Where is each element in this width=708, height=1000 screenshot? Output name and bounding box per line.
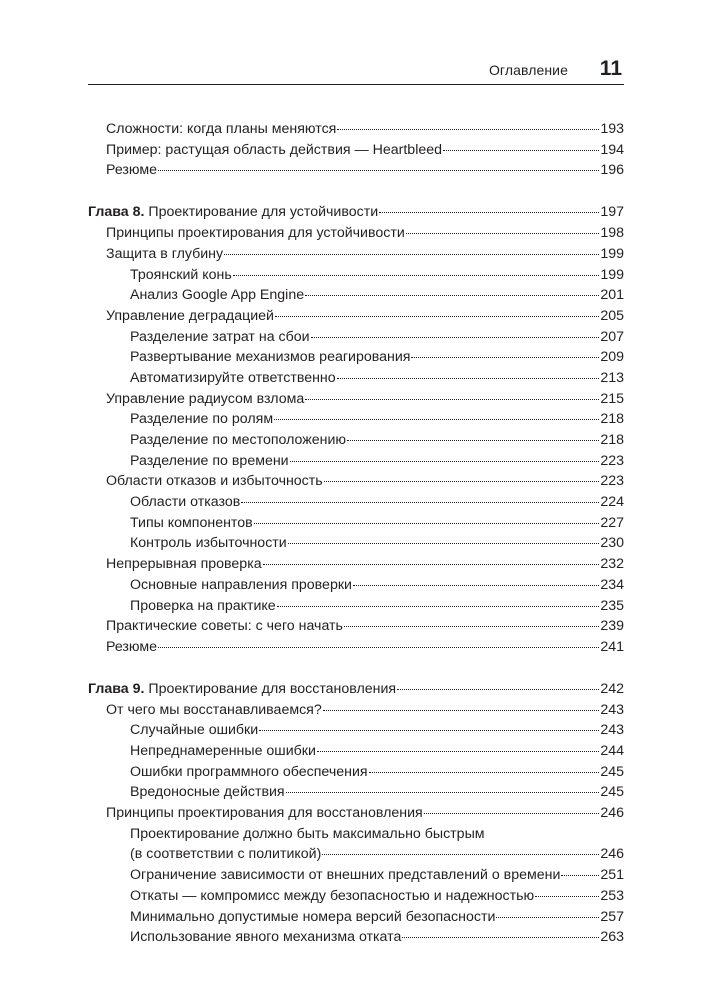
dot-leader	[337, 129, 599, 130]
toc-entry-title: Глава 9. Проектирование для восстановления	[88, 680, 397, 697]
dot-leader	[241, 502, 599, 503]
toc-page-number: 246	[600, 846, 624, 863]
toc-page-number: 196	[600, 162, 624, 179]
dot-leader	[305, 295, 599, 296]
dot-leader	[275, 316, 599, 317]
running-title: Оглавление	[488, 62, 568, 78]
dot-leader	[322, 854, 599, 855]
toc-subsection[interactable]	[88, 762, 624, 783]
toc-entry-title: Типы компонентов	[130, 514, 253, 531]
toc-entry-title: Резюме	[106, 638, 158, 655]
toc-subsection[interactable]	[88, 844, 624, 865]
toc-section[interactable]	[88, 389, 624, 410]
dot-leader	[353, 585, 599, 586]
toc-entry-title-continuation: (в соответствии с политикой)	[130, 846, 322, 863]
toc-section[interactable]	[88, 554, 624, 575]
toc-page-number: 209	[600, 349, 624, 366]
dot-leader	[496, 917, 599, 918]
dot-leader	[224, 254, 599, 255]
toc-subsection[interactable]	[88, 451, 624, 472]
toc-entry-title: Сложности: когда планы меняются	[106, 121, 337, 137]
toc-entry-title: Контроль избыточности	[130, 535, 287, 552]
toc-entry-title: Ограничение зависимости от внешних представлений о времени	[130, 867, 561, 884]
dot-leader	[274, 419, 599, 420]
toc-subsection[interactable]	[88, 782, 624, 803]
toc-page-number: 230	[600, 535, 624, 552]
toc-subsection-line[interactable]	[88, 824, 624, 845]
section-gap	[88, 181, 624, 202]
toc-entry-title: Принципы проектирования для восстановления	[106, 805, 423, 822]
toc-entry-title: Области отказов	[130, 494, 241, 511]
toc-section[interactable]	[88, 140, 624, 161]
toc-subsection[interactable]	[88, 409, 624, 430]
toc-section[interactable]	[88, 803, 624, 824]
toc-entry-title: От чего мы восстанавливаемся?	[106, 701, 322, 718]
toc-page-number: 223	[600, 473, 624, 490]
dot-leader	[288, 543, 600, 544]
dot-leader	[337, 378, 600, 379]
toc-page-number: 257	[600, 908, 624, 925]
toc-section[interactable]	[88, 160, 624, 181]
toc-entry-title: Пример: растущая область действия — Heartbleed	[106, 141, 443, 158]
toc-section[interactable]	[88, 471, 624, 492]
dot-leader	[317, 751, 599, 752]
toc-chapter[interactable]	[88, 202, 624, 223]
toc-section[interactable]	[88, 637, 624, 658]
toc-subsection[interactable]	[88, 720, 624, 741]
toc-subsection[interactable]	[88, 886, 624, 907]
dot-leader	[305, 399, 599, 400]
toc-subsection[interactable]	[88, 513, 624, 534]
dot-leader	[406, 233, 600, 234]
toc-entry-title: Случайные ошибки	[130, 722, 259, 739]
toc-entry-title: Троянский конь	[130, 266, 232, 283]
toc-entry-title: Непрерывная проверка	[106, 556, 262, 573]
toc-subsection[interactable]	[88, 368, 624, 389]
table-of-contents	[88, 119, 624, 948]
dot-leader	[424, 813, 600, 814]
toc-subsection[interactable]	[88, 347, 624, 368]
toc-page-number: 194	[600, 141, 624, 158]
dot-leader	[286, 792, 600, 793]
dot-leader	[402, 937, 599, 938]
toc-subsection[interactable]	[88, 265, 624, 286]
toc-page-number: 207	[600, 328, 624, 345]
toc-page-number: 232	[600, 556, 624, 573]
toc-page-number: 215	[600, 390, 624, 407]
toc-page-number: 242	[600, 680, 624, 697]
dot-leader	[324, 481, 600, 482]
toc-section[interactable]	[88, 616, 624, 637]
toc-entry-title: Принципы проектирования для устойчивости	[106, 225, 405, 242]
toc-entry-title: Минимально допустимые номера версий безопасности	[130, 908, 496, 925]
toc-entry-title: Анализ Google App Engine	[130, 287, 305, 304]
toc-page-number: 235	[600, 597, 624, 614]
dot-leader	[277, 606, 600, 607]
dot-leader	[443, 150, 599, 151]
dot-leader	[323, 710, 600, 711]
toc-section[interactable]	[88, 119, 624, 140]
toc-entry-title: Управление деградацией	[106, 307, 274, 324]
toc-page-number: 227	[600, 514, 624, 531]
page-number: 11	[599, 57, 622, 80]
dot-leader	[535, 896, 599, 897]
toc-entry-title: Использование явного механизма отката	[130, 929, 402, 946]
dot-leader	[379, 212, 599, 213]
toc-page-number: 245	[600, 763, 624, 780]
toc-page-number: 241	[600, 638, 624, 655]
dot-leader	[344, 626, 599, 627]
dot-leader	[411, 357, 599, 358]
dot-leader	[263, 564, 600, 565]
toc-entry-title: Непреднамеренные ошибки	[130, 743, 316, 760]
toc-page-number: 246	[600, 805, 624, 822]
toc-entry-title: Управление радиусом взлома	[106, 390, 305, 407]
toc-subsection[interactable]	[88, 430, 624, 451]
page-header	[88, 58, 624, 85]
toc-page-number: 199	[600, 245, 624, 262]
toc-page-number: 263	[600, 929, 624, 946]
toc-entry-title: Вредоносные действия	[130, 784, 285, 801]
toc-entry-title: Ошибки программного обеспечения	[130, 763, 368, 780]
toc-page-number: 244	[600, 743, 624, 760]
toc-subsection[interactable]	[88, 492, 624, 513]
toc-chapter[interactable]	[88, 679, 624, 700]
toc-page-number: 218	[600, 432, 624, 449]
toc-page-number: 205	[600, 307, 624, 324]
toc-subsection[interactable]	[88, 907, 624, 928]
toc-entry-title: Защита в глубину	[106, 245, 224, 262]
toc-entry-title: Развертывание механизмов реагирования	[130, 349, 411, 366]
toc-page-number: 243	[600, 701, 624, 718]
dot-leader	[311, 337, 600, 338]
toc-entry-title: Глава 8. Проектирование для устойчивости	[88, 204, 379, 221]
toc-page-number: 201	[600, 287, 624, 304]
chapter-label: Глава 8.	[88, 204, 145, 221]
toc-entry-title: Практические советы: с чего начать	[106, 618, 343, 635]
toc-entry-title: Разделение затрат на сбои	[130, 328, 310, 345]
dot-leader	[369, 772, 600, 773]
toc-entry-title: Откаты — компромисс между безопасностью и надежностью	[130, 887, 535, 904]
toc-page-number: 213	[600, 369, 624, 386]
toc-entry-title: Области отказов и избыточность	[106, 473, 323, 490]
toc-page-number: 251	[600, 867, 624, 884]
toc-subsection[interactable]	[88, 865, 624, 886]
dot-leader	[397, 689, 599, 690]
dot-leader	[561, 875, 599, 876]
toc-entry-title: Проектирование должно быть максимально быстрым	[130, 825, 485, 842]
toc-page-number: 245	[600, 784, 624, 801]
dot-leader	[233, 275, 600, 276]
dot-leader	[259, 730, 599, 731]
dot-leader	[158, 170, 599, 171]
toc-page-number: 199	[600, 266, 624, 283]
toc-page-number: 223	[600, 452, 624, 469]
toc-subsection[interactable]	[88, 575, 624, 596]
toc-page-number: 234	[600, 576, 624, 593]
toc-entry-title: Разделение по времени	[130, 452, 289, 469]
toc-page-number: 193	[600, 121, 624, 137]
toc-section[interactable]	[88, 244, 624, 265]
toc-subsection[interactable]	[88, 327, 624, 348]
toc-section[interactable]	[88, 700, 624, 721]
toc-subsection[interactable]	[88, 285, 624, 306]
dot-leader	[347, 440, 599, 441]
toc-entry-title: Проверка на практике	[130, 597, 276, 614]
toc-entry-title: Разделение по местоположению	[130, 432, 347, 449]
section-gap	[88, 658, 624, 679]
toc-page-number: 198	[600, 225, 624, 242]
dot-leader	[254, 523, 600, 524]
toc-subsection[interactable]	[88, 596, 624, 617]
toc-entry-title: Основные направления проверки	[130, 576, 352, 593]
toc-subsection[interactable]	[88, 741, 624, 762]
dot-leader	[290, 461, 600, 462]
toc-page-number: 253	[600, 887, 624, 904]
toc-section[interactable]	[88, 306, 624, 327]
dot-leader	[158, 647, 599, 648]
toc-page-number: 197	[600, 204, 624, 221]
chapter-label: Глава 9.	[88, 680, 145, 697]
toc-section[interactable]	[88, 223, 624, 244]
toc-page-number: 239	[600, 618, 624, 635]
toc-page-number: 243	[600, 722, 624, 739]
toc-entry-title: Разделение по ролям	[130, 411, 274, 428]
toc-page-number: 224	[600, 494, 624, 511]
toc-entry-title: Резюме	[106, 162, 158, 179]
toc-entry-title: Автоматизируйте ответственно	[130, 369, 336, 386]
toc-subsection[interactable]	[88, 927, 624, 948]
toc-subsection[interactable]	[88, 533, 624, 554]
toc-page-number: 218	[600, 411, 624, 428]
